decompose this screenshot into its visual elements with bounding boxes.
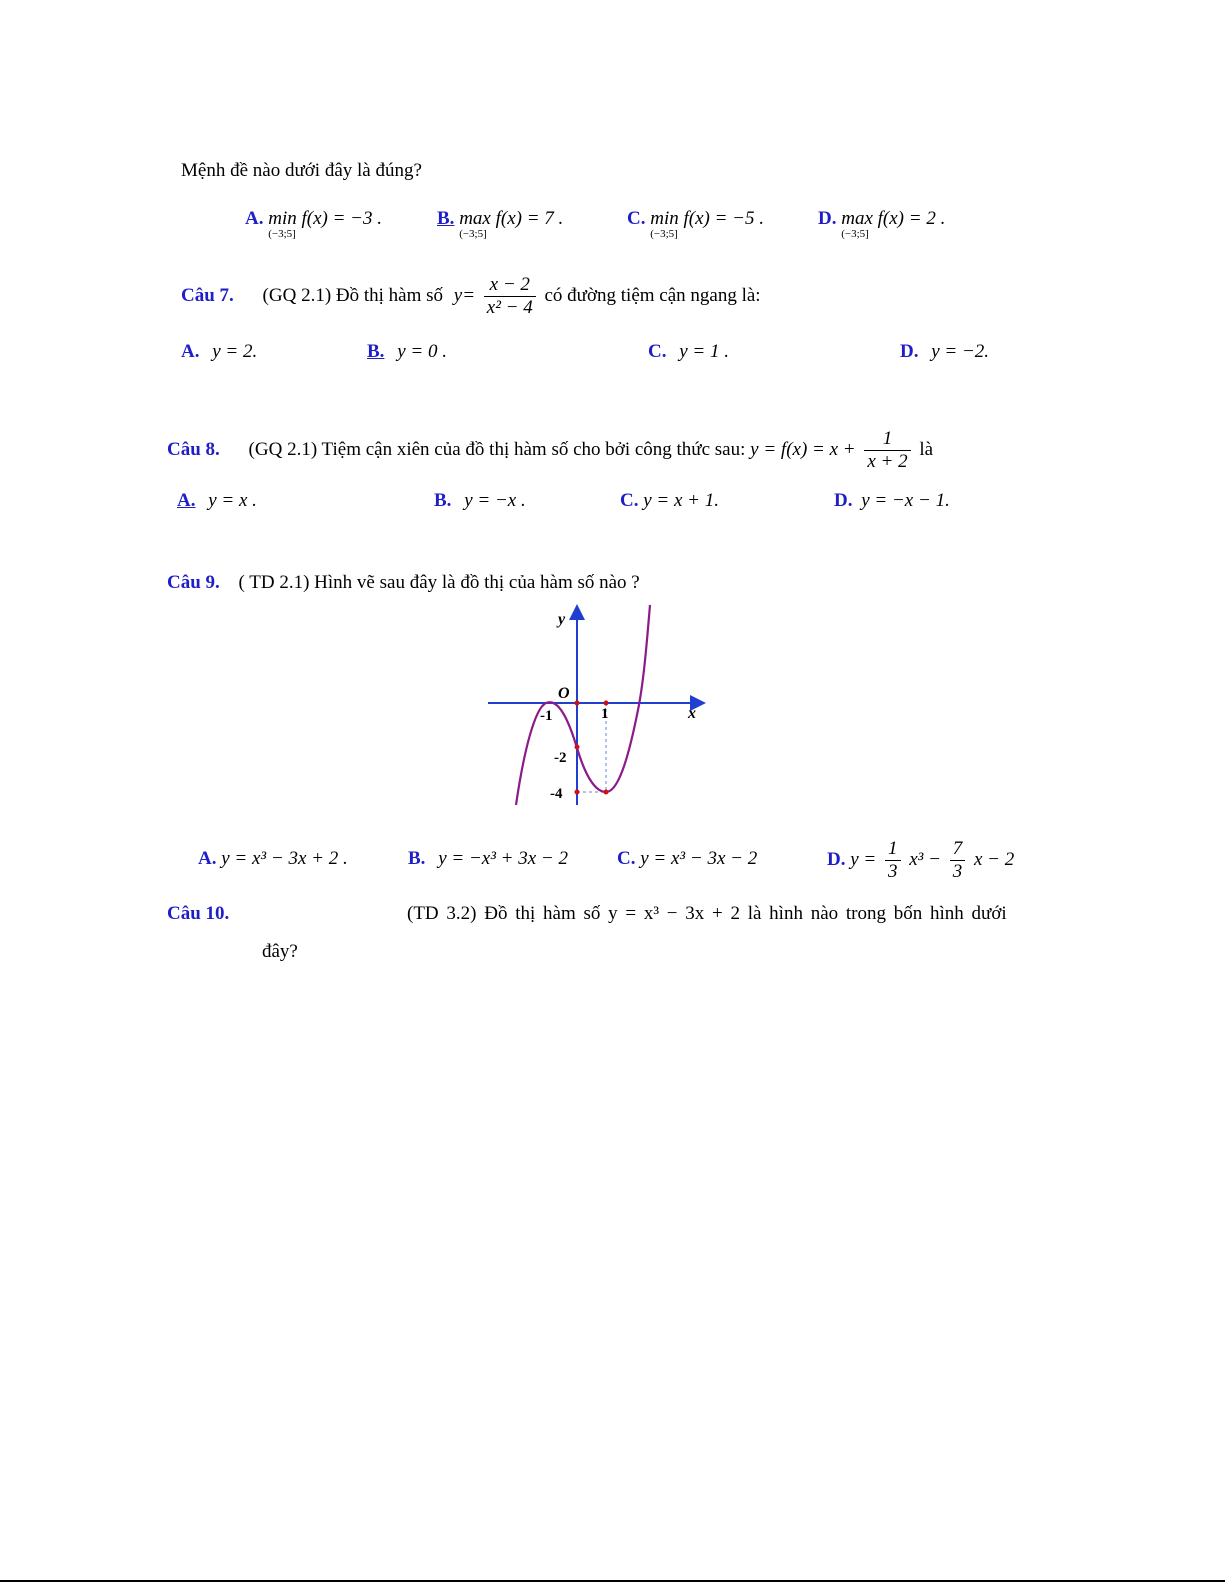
q9-text: ( TD 2.1) Hình vẽ sau đây là đồ thị của hàm số nào ? — [238, 572, 640, 593]
tick-label-neg4: -4 — [550, 786, 563, 802]
q9-function-graph — [480, 600, 710, 810]
option-label: D. — [900, 341, 919, 362]
point-y-minus2 — [575, 745, 580, 750]
option-label: D. — [818, 208, 837, 229]
op: max (−3;5] — [459, 208, 491, 240]
option-label: C. — [617, 848, 636, 869]
q7-option-d — [900, 341, 989, 363]
point-tick-1 — [604, 701, 609, 706]
q7-fraction: $\frac{x - 2}{\text{x² − 4}}$ — [484, 274, 536, 319]
q10-label: Câu 10. — [167, 903, 230, 924]
q8-expr: y = f(x) = x + — [750, 438, 856, 460]
point-origin — [575, 701, 580, 706]
q8-option-c — [620, 490, 719, 512]
q8-fraction: $\frac{1}{x + 2}$ — [864, 428, 910, 473]
q8-stem — [167, 428, 933, 473]
option-label: A. — [177, 490, 196, 511]
option-label: A. — [245, 208, 264, 229]
q8-suffix: là — [919, 438, 934, 460]
point-minimum — [604, 790, 609, 795]
option-expr: f(x) = 2 . — [877, 208, 946, 229]
option-text: y = −x³ + 3x − 2 — [438, 848, 568, 869]
option-label: D. — [834, 490, 853, 511]
q9-stem — [167, 572, 640, 594]
option-text: y = x³ − 3x − 2 — [640, 848, 758, 869]
op: max (−3;5] — [841, 208, 873, 240]
q9-option-c — [617, 848, 757, 870]
question-intro: Mệnh đề nào dưới đây là đúng? — [181, 160, 422, 181]
cubic-curve — [516, 605, 650, 805]
q7-suffix: có đường tiệm cận ngang là: — [544, 284, 761, 306]
option-label: B. — [367, 341, 385, 362]
option-text: y = — [850, 848, 877, 870]
q7-option-a — [181, 341, 257, 363]
option-label: A. — [198, 848, 217, 869]
q8-option-d — [834, 490, 950, 512]
option-text: x − 2 — [973, 848, 1015, 870]
op: min (−3;5] — [650, 208, 679, 240]
tick-label-neg1: -1 — [540, 708, 553, 724]
q6-option-b — [437, 208, 564, 240]
q7-option-c — [648, 341, 729, 363]
option-expr: f(x) = −3 . — [301, 208, 382, 229]
fraction-1: $\frac{1}{3}$ — [885, 838, 901, 883]
tick-label-neg2: -2 — [554, 750, 567, 766]
fraction-2: $\frac{7}{3}$ — [950, 838, 966, 883]
option-text: y = −x − 1. — [861, 490, 950, 511]
q7-option-b — [367, 341, 447, 363]
option-text: y = 0 . — [397, 341, 447, 362]
q8-option-b — [434, 490, 526, 512]
axis-y-label: y — [558, 611, 566, 628]
option-label: B. — [408, 848, 426, 869]
option-expr: f(x) = −5 . — [683, 208, 764, 229]
q8-prefix: (GQ 2.1) Tiệm cận xiên của đồ thị hàm số cho bởi công thức sau: — [248, 438, 746, 460]
option-label: C. — [620, 490, 639, 511]
option-label: C. — [648, 341, 667, 362]
option-text: y = x . — [208, 490, 257, 511]
axis-x-label: x — [688, 705, 696, 722]
origin-label: O — [558, 685, 570, 702]
q6-option-a — [245, 208, 382, 240]
option-expr: f(x) = 7 . — [495, 208, 564, 229]
point-y-minus4 — [575, 790, 580, 795]
q9-option-d — [827, 838, 1014, 883]
option-label: B. — [434, 490, 452, 511]
option-label: A. — [181, 341, 200, 362]
option-text: y = 1 . — [679, 341, 729, 362]
question-label: Câu 8. — [167, 438, 220, 460]
q6-option-c — [627, 208, 764, 240]
option-text: y = 2. — [212, 341, 258, 362]
q6-option-d — [818, 208, 946, 240]
option-label: D. — [827, 848, 846, 870]
question-label: Câu 9. — [167, 572, 220, 593]
q9-option-a — [198, 848, 348, 870]
option-text: y = −x . — [464, 490, 526, 511]
option-text: y = −2. — [931, 341, 990, 362]
q10-text: (TD 3.2) Đồ thị hàm số y = x³ − 3x + 2 là hình nào trong bốn hình dưới — [407, 903, 1007, 924]
q7-stem — [181, 274, 761, 319]
q8-option-a — [177, 490, 257, 512]
option-text: x³ − — [909, 848, 941, 870]
page-bottom-border — [0, 1580, 1225, 1582]
question-label: Câu 7. — [181, 284, 234, 306]
option-label: C. — [627, 208, 646, 229]
option-label: B. — [437, 208, 455, 229]
option-text: y = x³ − 3x + 2 . — [221, 848, 348, 869]
tick-label-1: 1 — [601, 706, 609, 722]
q7-y: y= — [453, 284, 476, 306]
op: min (−3;5] — [268, 208, 297, 240]
q7-prefix: (GQ 2.1) Đồ thị hàm số — [262, 284, 444, 306]
option-text: y = x + 1. — [643, 490, 719, 511]
q10-text-continued: đây? — [262, 941, 298, 962]
q9-option-b — [408, 848, 568, 870]
